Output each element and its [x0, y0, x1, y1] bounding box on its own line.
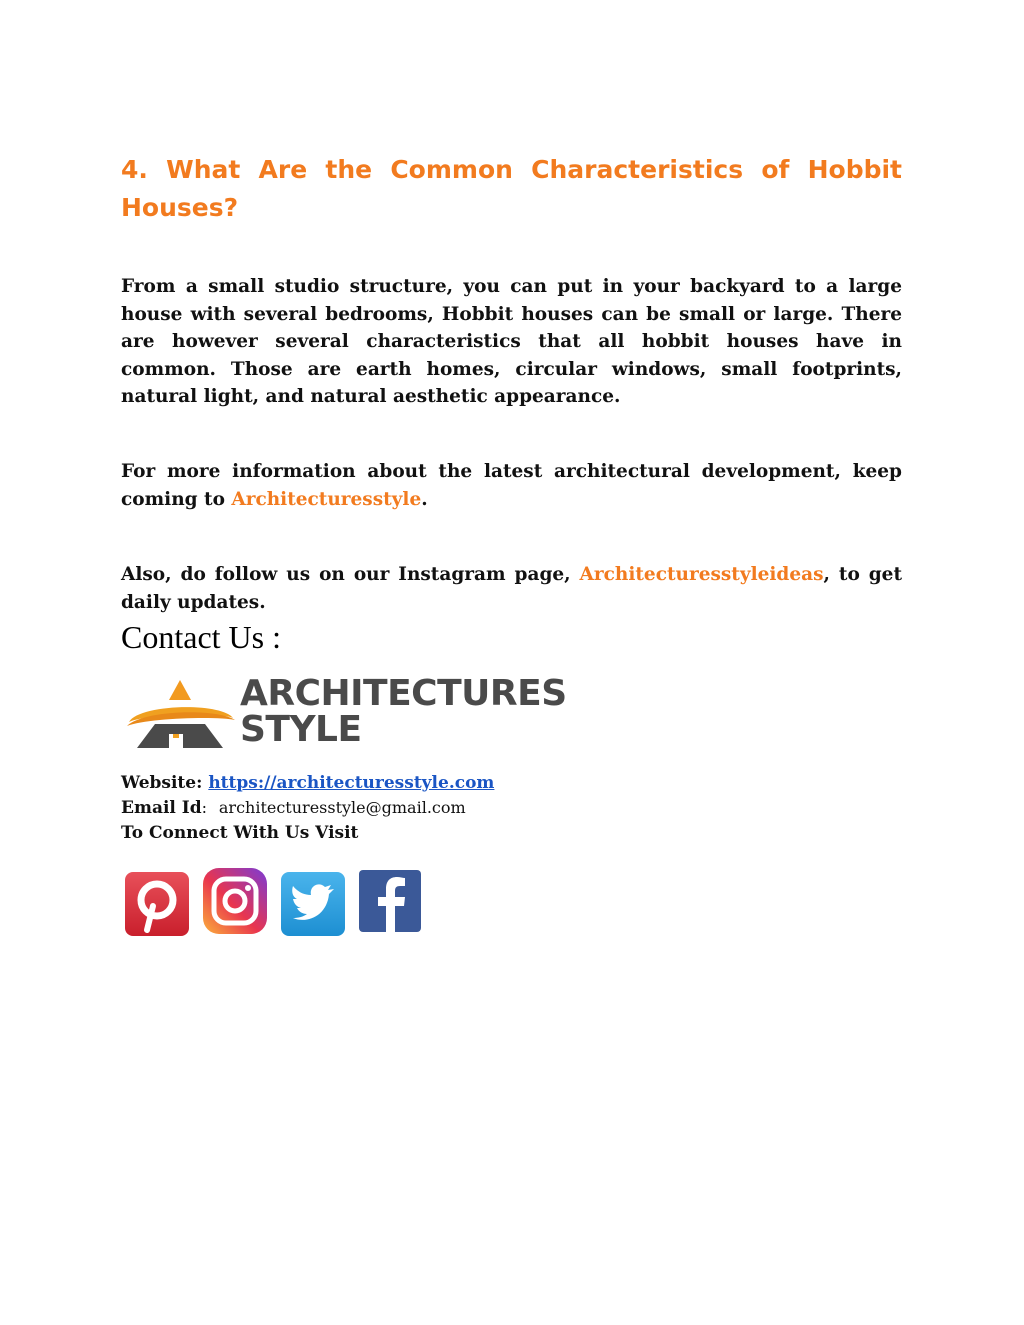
website-label: Website:	[121, 773, 209, 793]
instagram-icon[interactable]	[201, 866, 269, 938]
paragraph-more-info-text: For more information about the latest architectural development, keep coming to	[121, 461, 902, 510]
website-link[interactable]: https://architecturesstyle.com	[208, 773, 495, 793]
logo-house-icon	[125, 676, 237, 754]
email-separator: :	[201, 798, 208, 817]
logo-line-2: STYLE	[240, 709, 362, 750]
contact-us-title: Contact Us :	[121, 619, 281, 655]
twitter-icon[interactable]	[279, 866, 347, 938]
paragraph-instagram-text: Also, do follow us on our Instagram page,	[121, 564, 580, 585]
architectures-style-logo	[125, 673, 567, 754]
website-row	[121, 771, 494, 795]
facebook-icon[interactable]	[357, 866, 425, 938]
logo-wordmark	[240, 673, 567, 750]
paragraph-more-info	[121, 458, 902, 513]
connect-label: To Connect With Us Visit	[121, 823, 359, 843]
paragraph-characteristics: From a small studio structure, you can put in your backyard to a large house with several bedrooms, Hobbit houses can be small or large. There are however several characteristics that all hobbit houses have in common. Those are earth homes, circular windows, small footprints, natural light, and natural aesthetic appearance.	[121, 276, 902, 407]
email-value[interactable]: architecturesstyle@gmail.com	[218, 798, 466, 817]
pinterest-icon[interactable]	[123, 866, 191, 938]
paragraph-more-info-end: .	[421, 488, 428, 510]
logo-line-1: ARCHITECTURES	[240, 673, 567, 714]
email-label: Email Id	[121, 798, 202, 818]
paragraph-instagram-end: , to get daily updates.	[121, 564, 902, 613]
instagram-page-link[interactable]: Architecturesstyleideas	[579, 564, 824, 585]
architecturesstyle-link[interactable]: Architecturesstyle	[231, 488, 422, 510]
section-heading: 4. What Are the Common Characteristics of Hobbit Houses?	[121, 155, 902, 222]
email-row	[121, 796, 466, 820]
paragraph-instagram	[121, 561, 902, 616]
